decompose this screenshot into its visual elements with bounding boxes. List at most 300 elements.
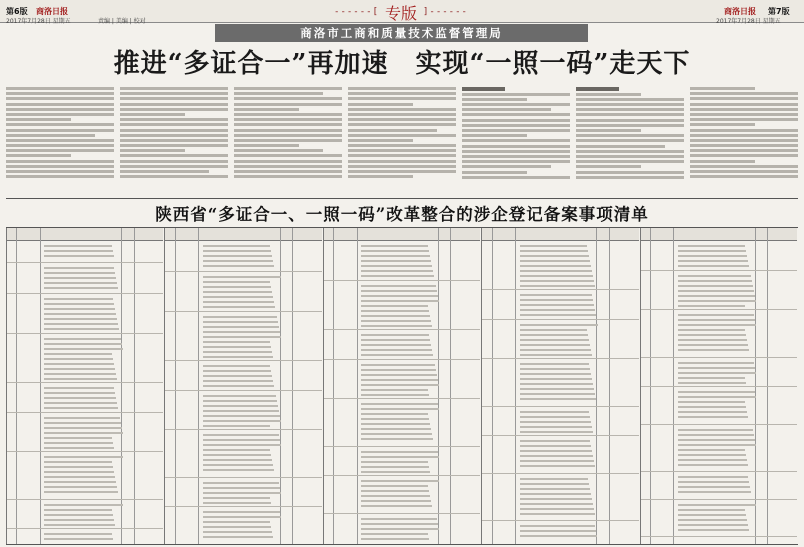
- text-line: [234, 108, 299, 111]
- cell-text-line: [203, 492, 281, 494]
- text-line: [690, 118, 798, 121]
- text-line: [348, 103, 413, 106]
- cell-text-line: [203, 341, 270, 343]
- cell-text-line: [361, 538, 429, 540]
- text-line: [120, 87, 228, 90]
- cell-text-line: [44, 313, 115, 315]
- row-divider: [641, 270, 797, 271]
- text-line: [348, 87, 456, 90]
- row-divider: [482, 520, 638, 521]
- column-divider: [438, 228, 439, 544]
- text-line: [120, 144, 228, 147]
- cell-text-line: [203, 255, 272, 257]
- cell-text-line: [520, 378, 592, 380]
- cell-text-line: [203, 301, 274, 303]
- cell-text-line: [203, 526, 271, 528]
- cell-text-line: [520, 440, 590, 442]
- text-line: [462, 139, 570, 142]
- row-divider: [165, 360, 321, 361]
- cell-text-line: [361, 403, 438, 405]
- text-line: [690, 129, 798, 132]
- cell-text-line: [520, 525, 595, 527]
- row-divider: [324, 446, 480, 447]
- column-divider: [515, 228, 516, 544]
- cell-text-line: [203, 286, 271, 288]
- cell-text-line: [203, 536, 273, 538]
- text-line: [120, 123, 228, 126]
- cell-text-line: [203, 482, 279, 484]
- row-divider: [641, 471, 797, 472]
- cell-text-line: [44, 402, 116, 404]
- article-column: [690, 87, 798, 183]
- cell-text-line: [678, 454, 746, 456]
- cell-text-line: [520, 431, 593, 433]
- cell-text-line: [44, 318, 116, 320]
- cell-text-line: [678, 429, 753, 431]
- cell-text-line: [361, 265, 432, 267]
- text-line: [576, 139, 684, 142]
- text-line: [348, 118, 456, 121]
- cell-text-line: [361, 461, 428, 463]
- cell-text-line: [361, 349, 432, 351]
- table-header-row: [641, 228, 797, 241]
- cell-text-line: [678, 449, 745, 451]
- cell-text-line: [203, 351, 272, 353]
- cell-text-line: [520, 334, 588, 336]
- row-divider: [165, 477, 321, 478]
- text-line: [576, 165, 641, 168]
- text-line: [348, 108, 456, 111]
- cell-text-line: [44, 432, 122, 434]
- row-divider: [641, 309, 797, 310]
- text-line: [6, 154, 71, 157]
- cell-text-line: [678, 524, 748, 526]
- cell-text-line: [520, 275, 593, 277]
- cell-text-line: [44, 323, 117, 325]
- text-line: [120, 154, 228, 157]
- cell-text-line: [44, 250, 112, 252]
- cell-text-line: [361, 300, 439, 302]
- cell-text-line: [678, 459, 747, 461]
- cell-text-line: [678, 305, 745, 307]
- cell-text-line: [44, 328, 118, 330]
- text-line: [576, 129, 641, 132]
- text-line: [120, 113, 185, 116]
- column-divider: [492, 228, 493, 544]
- text-line: [120, 149, 185, 152]
- section-label: ------[ 专版 ]------: [326, 2, 476, 22]
- text-line: [690, 92, 798, 95]
- text-line: [6, 87, 114, 90]
- text-line: [6, 160, 114, 163]
- cell-text-line: [361, 505, 432, 507]
- cell-text-line: [203, 395, 276, 397]
- text-line: [462, 150, 570, 153]
- text-line: [120, 92, 228, 95]
- cell-text-line: [678, 349, 749, 351]
- text-line: [6, 129, 114, 132]
- cell-text-line: [361, 334, 429, 336]
- cell-text-line: [520, 285, 595, 287]
- text-line: [576, 171, 684, 174]
- cell-text-line: [678, 444, 756, 446]
- text-line: [462, 155, 570, 158]
- cell-text-line: [520, 508, 594, 510]
- cell-text-line: [44, 471, 113, 473]
- text-line: [120, 108, 228, 111]
- cell-text-line: [361, 320, 431, 322]
- cell-text-line: [520, 309, 595, 311]
- row-divider: [482, 435, 638, 436]
- cell-text-line: [203, 250, 271, 252]
- text-line: [234, 175, 342, 178]
- text-line: [690, 139, 798, 142]
- text-line: [120, 97, 228, 100]
- row-divider: [641, 499, 797, 500]
- cell-text-line: [44, 245, 111, 247]
- row-divider: [7, 451, 163, 452]
- text-line: [234, 144, 299, 147]
- text-line: [234, 170, 342, 173]
- column-divider: [596, 228, 597, 544]
- text-line: [576, 150, 684, 153]
- text-line: [576, 98, 684, 101]
- agency-banner: 商洛市工商和质量技术监督管理局: [215, 24, 588, 42]
- column-divider: [357, 228, 358, 544]
- cell-text-line: [44, 504, 122, 506]
- cell-text-line: [203, 326, 279, 328]
- cell-text-line: [44, 481, 115, 483]
- cell-text-line: [678, 344, 748, 346]
- cell-text-line: [203, 260, 273, 262]
- row-divider: [165, 271, 321, 272]
- cell-text-line: [203, 385, 274, 387]
- cell-text-line: [678, 319, 755, 321]
- cell-text-line: [44, 524, 114, 526]
- cell-text-line: [203, 375, 272, 377]
- column-divider: [292, 228, 293, 544]
- cell-text-line: [678, 362, 754, 364]
- row-divider: [324, 475, 480, 476]
- cell-text-line: [520, 363, 589, 365]
- text-line: [6, 108, 114, 111]
- text-line: [234, 149, 323, 152]
- text-line: [690, 165, 798, 168]
- text-line: [6, 165, 114, 168]
- cell-text-line: [678, 416, 748, 418]
- cell-text-line: [203, 410, 279, 412]
- cell-text-line: [361, 480, 439, 482]
- row-divider: [641, 424, 797, 425]
- cell-text-line: [44, 491, 117, 493]
- row-divider: [165, 506, 321, 507]
- cell-text-line: [44, 348, 122, 350]
- cell-text-line: [361, 528, 439, 530]
- cell-text-line: [44, 303, 113, 305]
- cell-text-line: [678, 265, 749, 267]
- cell-text-line: [520, 270, 592, 272]
- article-column: [6, 87, 114, 183]
- text-line: [690, 175, 798, 178]
- cell-text-line: [678, 250, 746, 252]
- text-line: [6, 175, 114, 178]
- cell-text-line: [520, 426, 592, 428]
- cell-text-line: [361, 451, 438, 453]
- cell-text-line: [44, 417, 119, 419]
- cell-text-line: [361, 433, 432, 435]
- cell-text-line: [361, 471, 430, 473]
- cell-text-line: [678, 411, 747, 413]
- cell-text-line: [678, 329, 745, 331]
- row-divider: [482, 289, 638, 290]
- cell-text-line: [203, 497, 270, 499]
- cell-text-line: [203, 415, 280, 417]
- cell-text-line: [44, 368, 114, 370]
- cell-text-line: [361, 260, 431, 262]
- cell-text-line: [520, 445, 591, 447]
- text-line: [462, 108, 551, 111]
- cell-text-line: [44, 397, 115, 399]
- cell-text-line: [361, 500, 431, 502]
- text-line: [348, 154, 456, 157]
- cell-text-line: [203, 281, 270, 283]
- section-label-text: 专版: [384, 3, 417, 23]
- text-line: [6, 123, 114, 126]
- cell-text-line: [203, 316, 277, 318]
- cell-text-line: [361, 305, 428, 307]
- text-line: [576, 93, 641, 96]
- cell-text-line: [361, 389, 428, 391]
- cell-text-line: [44, 486, 116, 488]
- cell-text-line: [361, 344, 431, 346]
- article-column: [576, 87, 684, 183]
- text-line: [576, 113, 684, 116]
- left-page-number: 第6版: [6, 7, 28, 16]
- cell-text-line: [678, 314, 754, 316]
- cell-text-line: [203, 276, 281, 278]
- cell-text-line: [203, 439, 280, 441]
- text-line: [348, 129, 437, 132]
- cell-text-line: [678, 382, 746, 384]
- text-line: [690, 149, 798, 152]
- cell-text-line: [678, 275, 751, 277]
- cell-text-line: [520, 250, 588, 252]
- cell-text-line: [678, 377, 745, 379]
- text-line: [234, 87, 342, 90]
- cell-text-line: [520, 299, 593, 301]
- table-header-row: [324, 228, 480, 241]
- cell-text-line: [520, 488, 590, 490]
- text-line: [462, 134, 527, 137]
- cell-text-line: [520, 344, 590, 346]
- text-line: [6, 144, 114, 147]
- cell-text-line: [678, 290, 754, 292]
- cell-text-line: [361, 518, 437, 520]
- cell-text-line: [44, 272, 114, 274]
- right-paper-logo: 商洛日报: [724, 6, 756, 16]
- cell-text-line: [361, 384, 439, 386]
- cell-text-line: [203, 516, 281, 518]
- cell-text-line: [44, 298, 112, 300]
- text-line: [234, 103, 342, 106]
- row-divider: [165, 429, 321, 430]
- text-line: [462, 129, 570, 132]
- text-line: [234, 92, 323, 95]
- text-line: [6, 149, 114, 152]
- cell-text-line: [678, 464, 748, 466]
- cell-text-line: [361, 418, 429, 420]
- cell-text-line: [520, 398, 596, 400]
- text-line: [462, 119, 570, 122]
- text-line: [348, 139, 413, 142]
- text-line: [120, 118, 228, 121]
- column-divider: [134, 228, 135, 544]
- main-headline: 推进“多证合一”再加速 实现“一照一码”走天下: [113, 49, 691, 79]
- cell-text-line: [203, 531, 272, 533]
- table-section: [164, 228, 321, 544]
- text-line: [690, 108, 798, 111]
- cell-text-line: [520, 245, 587, 247]
- cell-text-line: [678, 280, 752, 282]
- text-line: [690, 87, 755, 90]
- cell-text-line: [520, 421, 591, 423]
- cell-text-line: [203, 365, 270, 367]
- row-divider: [7, 293, 163, 294]
- right-date: 2017年7月28日 星期五: [716, 18, 781, 25]
- cell-text-line: [44, 277, 115, 279]
- text-line: [6, 170, 114, 173]
- cell-text-line: [361, 354, 433, 356]
- row-divider: [7, 382, 163, 383]
- row-divider: [482, 406, 638, 407]
- cell-text-line: [44, 533, 111, 535]
- cell-text-line: [520, 493, 591, 495]
- text-line: [234, 165, 342, 168]
- text-line: [576, 176, 684, 179]
- text-line: [690, 113, 798, 116]
- cell-text-line: [203, 420, 281, 422]
- text-line: [120, 129, 228, 132]
- text-line: [576, 124, 684, 127]
- cell-text-line: [678, 514, 746, 516]
- text-line: [348, 113, 456, 116]
- table-header-row: [7, 228, 163, 241]
- row-divider: [7, 412, 163, 413]
- cell-text-line: [361, 339, 430, 341]
- cell-text-line: [678, 396, 756, 398]
- column-divider: [175, 228, 176, 544]
- cell-text-line: [520, 535, 597, 537]
- cell-text-line: [520, 465, 595, 467]
- left-editor-line: 责编 | 美编 | 校对: [98, 18, 146, 25]
- cell-text-line: [44, 476, 114, 478]
- cell-text-line: [203, 356, 273, 358]
- cell-text-line: [361, 325, 432, 327]
- cell-text-line: [678, 339, 747, 341]
- cell-text-line: [44, 392, 114, 394]
- text-line: [348, 92, 456, 95]
- cell-text-line: [520, 368, 590, 370]
- cell-text-line: [361, 275, 434, 277]
- cell-text-line: [520, 416, 590, 418]
- text-line: [348, 170, 456, 173]
- text-line: [462, 98, 527, 101]
- cell-text-line: [361, 423, 430, 425]
- text-line: [234, 123, 342, 126]
- cell-text-line: [361, 408, 439, 410]
- cell-text-line: [203, 380, 273, 382]
- cell-text-line: [520, 478, 588, 480]
- row-divider: [641, 386, 797, 387]
- text-line: [348, 175, 413, 178]
- row-divider: [165, 311, 321, 312]
- cell-text-line: [520, 260, 590, 262]
- text-line: [234, 134, 342, 137]
- row-divider: [324, 359, 480, 360]
- text-line: [576, 119, 684, 122]
- text-line: [690, 123, 755, 126]
- table-header-row: [165, 228, 321, 241]
- cell-text-line: [678, 324, 756, 326]
- cell-text-line: [678, 334, 746, 336]
- text-line: [690, 103, 798, 106]
- cell-text-line: [44, 255, 113, 257]
- row-divider: [324, 513, 480, 514]
- cell-text-line: [44, 378, 116, 380]
- cell-text-line: [678, 401, 745, 403]
- cell-text-line: [520, 329, 587, 331]
- text-line: [690, 134, 798, 137]
- cell-text-line: [203, 245, 270, 247]
- left-paper-logo: 商洛日报: [36, 6, 68, 16]
- table-section: [640, 228, 797, 544]
- cell-text-line: [361, 270, 433, 272]
- table-title: 陕西省“多证合一、一照一码”改革整合的涉企登记备案事项清单: [155, 205, 649, 224]
- cell-text-line: [520, 255, 589, 257]
- text-line: [462, 160, 570, 163]
- cell-text-line: [361, 523, 438, 525]
- table-section: [323, 228, 480, 544]
- cell-text-line: [203, 336, 281, 338]
- cell-text-line: [44, 363, 113, 365]
- cell-text-line: [678, 519, 747, 521]
- cell-text-line: [678, 509, 745, 511]
- article-column: [234, 87, 342, 183]
- cell-text-line: [520, 450, 592, 452]
- cell-text-line: [361, 495, 430, 497]
- cell-text-line: [203, 370, 271, 372]
- cell-text-line: [520, 460, 594, 462]
- cell-text-line: [361, 285, 436, 287]
- row-divider: [482, 473, 638, 474]
- text-line: [348, 149, 456, 152]
- text-line: [576, 134, 684, 137]
- cell-text-line: [203, 464, 273, 466]
- cell-text-line: [361, 250, 429, 252]
- cell-text-line: [44, 456, 122, 458]
- cell-text-line: [678, 529, 749, 531]
- cell-text-line: [361, 485, 428, 487]
- text-line: [462, 145, 570, 148]
- text-line: [576, 160, 684, 163]
- cell-text-line: [678, 285, 753, 287]
- cell-text-line: [520, 294, 592, 296]
- text-line: [120, 165, 228, 168]
- cell-text-line: [203, 296, 273, 298]
- text-line: [348, 134, 456, 137]
- cell-text-line: [203, 449, 270, 451]
- cell-text-line: [44, 338, 120, 340]
